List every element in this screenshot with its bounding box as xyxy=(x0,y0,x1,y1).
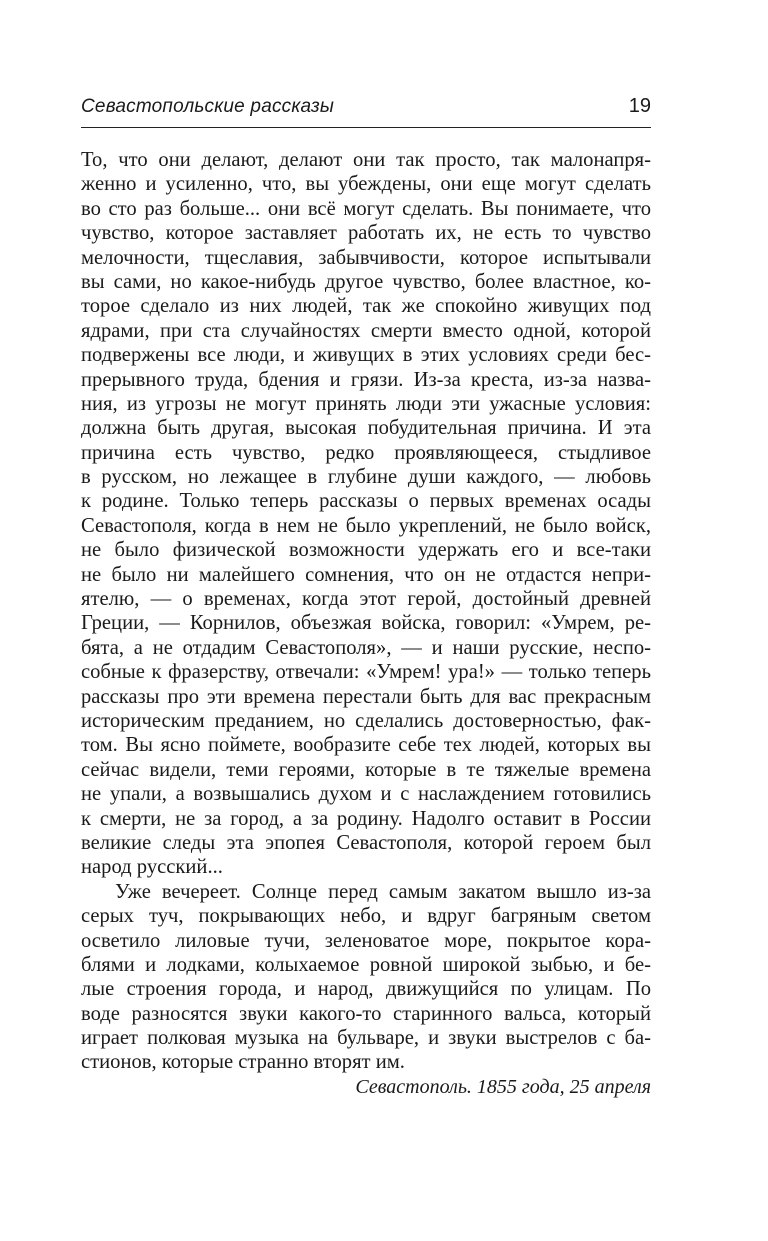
paragraph xyxy=(81,880,651,1075)
text-line: вы сами, но какое-нибудь другое чувство, более властное, ко- xyxy=(81,270,651,293)
text-line: во сто раз больше... они всё могут сделать. Вы понимаете, что xyxy=(81,197,651,220)
text-line: не было физической возможности удержать его и все-таки xyxy=(81,539,651,562)
text-line: ятелю, — о временах, когда этот герой, достойный древней xyxy=(81,588,651,611)
text-line: в русском, но лежащее в глубине души каждого, — любовь xyxy=(81,466,651,489)
text-line: ядрами, при ста случайностях смерти вместо одной, которой xyxy=(81,319,651,342)
text-line: стионов, которые странно вторят им. xyxy=(81,1051,405,1074)
text-line: женно и усиленно, что, вы убеждены, они еще могут сделать xyxy=(81,173,651,196)
text-line: блями и лодками, колыхаемое ровной широкой зыбью, и бе- xyxy=(81,953,651,976)
text-line: серых туч, покрывающих небо, и вдруг багряным светом xyxy=(81,905,651,928)
text-line: То, что они делают, делают они так просто, так малонапря- xyxy=(81,149,651,171)
text-line: том. Вы ясно поймете, вообразите себе тех людей, которых вы xyxy=(81,734,651,757)
text-line: Греции, — Корнилов, объезжая войска, говорил: «Умрем, ре- xyxy=(81,612,651,635)
text-line: подвержены все люди, и живущих в этих условиях среди бес- xyxy=(81,344,651,367)
paragraph xyxy=(81,148,651,880)
text-line: к смерти, не за город, а за родину. Надолго оставит в России xyxy=(81,807,651,830)
running-header xyxy=(81,95,651,128)
text-line: лые строения города, и народ, движущийся по улицам. По xyxy=(81,978,651,1001)
running-title: Севастопольские рассказы xyxy=(81,96,335,117)
text-line: сейчас видели, теми героями, которые в те тяжелые времена xyxy=(81,758,651,781)
book-page xyxy=(81,95,651,1099)
text-line: собные к фразерству, отвечали: «Умрем! ура!» — только теперь xyxy=(81,661,651,684)
text-line: воде разносятся звуки какого-то старинного вальса, который xyxy=(81,1002,651,1025)
text-line: прерывного труда, бдения и грязи. Из-за креста, из-за назва- xyxy=(81,368,651,391)
text-line: торое сделало из них людей, так же спокойно живущих под xyxy=(81,295,651,318)
text-line: бята, а не отдадим Севастополя», — и наши русские, неспо- xyxy=(81,636,651,659)
text-body xyxy=(81,148,651,1075)
text-line: не упали, а возвышались духом и с наслаждением готовились xyxy=(81,783,651,806)
text-line: народ русский... xyxy=(81,856,223,879)
text-line: Севастополя, когда в нем не было укреплений, не было войск, xyxy=(81,514,651,537)
page-number: 19 xyxy=(628,95,651,117)
text-line: рассказы про эти времена перестали быть для вас прекрасным xyxy=(81,685,651,708)
text-line: мелочности, тщеславия, забывчивости, которое испытывали xyxy=(81,246,651,269)
text-line: к родине. Только теперь рассказы о первых временах осады xyxy=(81,490,651,513)
place-date-signature: Севастополь. 1855 года, 25 апреля xyxy=(355,1075,651,1098)
text-line: историческим преданием, но сделались достоверностью, фак- xyxy=(81,709,651,732)
text-line: играет полковая музыка на бульваре, и звуки выстрелов с ба- xyxy=(81,1027,651,1050)
text-line: великие следы эта эпопея Севастополя, которой героем был xyxy=(81,831,651,854)
text-line: не было ни малейшего сомнения, что он не отдастся непри- xyxy=(81,563,651,586)
text-line: причина есть чувство, редко проявляющееся, стыдливое xyxy=(81,441,651,464)
text-line: должна быть другая, высокая побудительная причина. И эта xyxy=(81,417,651,440)
text-line: ния, из угрозы не могут принять люди эти ужасные условия: xyxy=(81,392,651,415)
text-line: Уже вечереет. Солнце перед самым закатом вышло из-за xyxy=(115,880,651,903)
text-line: чувство, которое заставляет работать их, не есть то чувство xyxy=(81,222,651,245)
text-line: осветило лиловые тучи, зеленоватое море, покрытое кора- xyxy=(81,929,651,952)
